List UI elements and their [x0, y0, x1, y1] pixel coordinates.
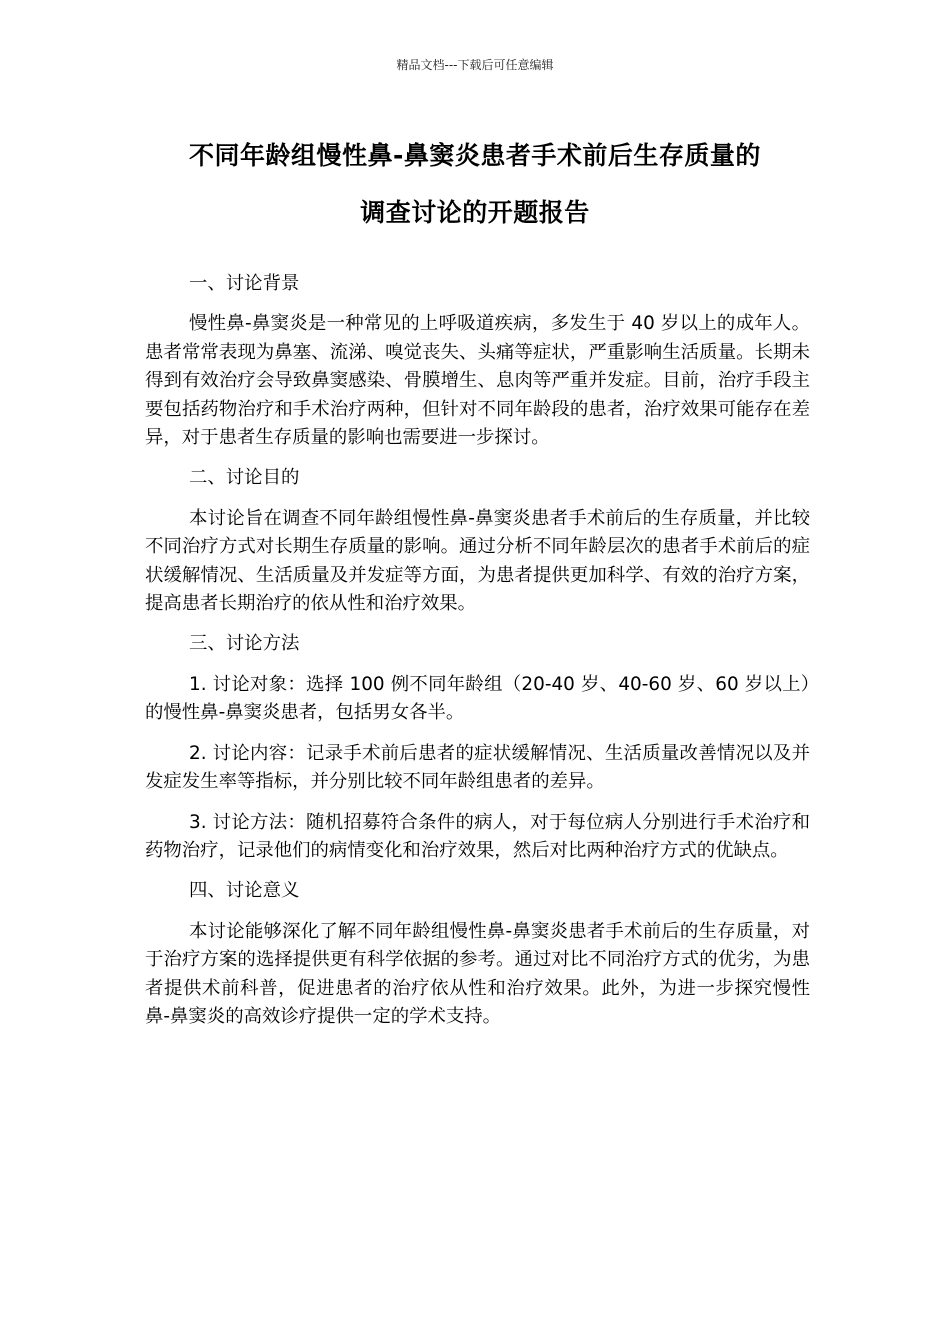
background-paragraph: 慢性鼻-鼻窦炎是一种常见的上呼吸道疾病，多发生于 40 岁以上的成年人。患者常常表现为鼻塞、流涕、嗅觉丧失、头痛等症状，严重影响生活质量。长期未得到有效治疗会导致鼻窦感染、骨膜增生、息肉等严重并发症。目前，治疗手段主要包括药物治疗和手术治疗两种，但针对不同年龄段的患者，治疗效果可能存在差异，对于患者生存质量的影响也需要进一步探讨。	[145, 313, 810, 449]
purpose-paragraph: 本讨论旨在调查不同年龄组慢性鼻-鼻窦炎患者手术前后的生存质量，并比较不同治疗方式对长期生存质量的影响。通过分析不同年龄层次的患者手术前后的症状缓解情况、生活质量及并发症等方面，为患者提供更加科学、有效的治疗方案，提高患者长期治疗的依从性和治疗效果。	[145, 507, 810, 615]
section-heading-purpose: 二、讨论目的	[189, 467, 300, 489]
section-heading-significance: 四、讨论意义	[189, 880, 300, 902]
document-title-line-2: 调查讨论的开题报告	[360, 198, 590, 227]
section-heading-background: 一、讨论背景	[189, 273, 300, 294]
document-title-line-1: 不同年龄组慢性鼻-鼻窦炎患者手术前后生存质量的	[189, 141, 761, 170]
section-heading-method: 三、讨论方法	[189, 633, 300, 655]
header-note: 精品文档---下载后可任意编辑	[396, 58, 554, 72]
method-item-approach: 3. 讨论方法：随机招募符合条件的病人，对于每位病人分别进行手术治疗和药物治疗，记录他们的病情变化和治疗效果，然后对比两种治疗方式的优缺点。	[145, 811, 810, 861]
significance-paragraph: 本讨论能够深化了解不同年龄组慢性鼻-鼻窦炎患者手术前后的生存质量，对于治疗方案的选择提供更有科学依据的参考。通过对比不同治疗方式的优劣，为患者提供术前科普，促进患者的治疗依从性和治疗效果。此外，为进一步探究慢性鼻-鼻窦炎的高效诊疗提供一定的学术支持。	[145, 920, 810, 1027]
method-item-subjects: 1. 讨论对象：选择 100 例不同年龄组（20-40 岁、40-60 岁、60 岁以上）的慢性鼻-鼻窦炎患者，包括男女各半。	[145, 673, 810, 724]
document-body	[145, 270, 810, 1043]
method-item-content: 2. 讨论内容：记录手术前后患者的症状缓解情况、生活质量改善情况以及并发症发生率等指标，并分别比较不同年龄组患者的差异。	[145, 742, 810, 793]
